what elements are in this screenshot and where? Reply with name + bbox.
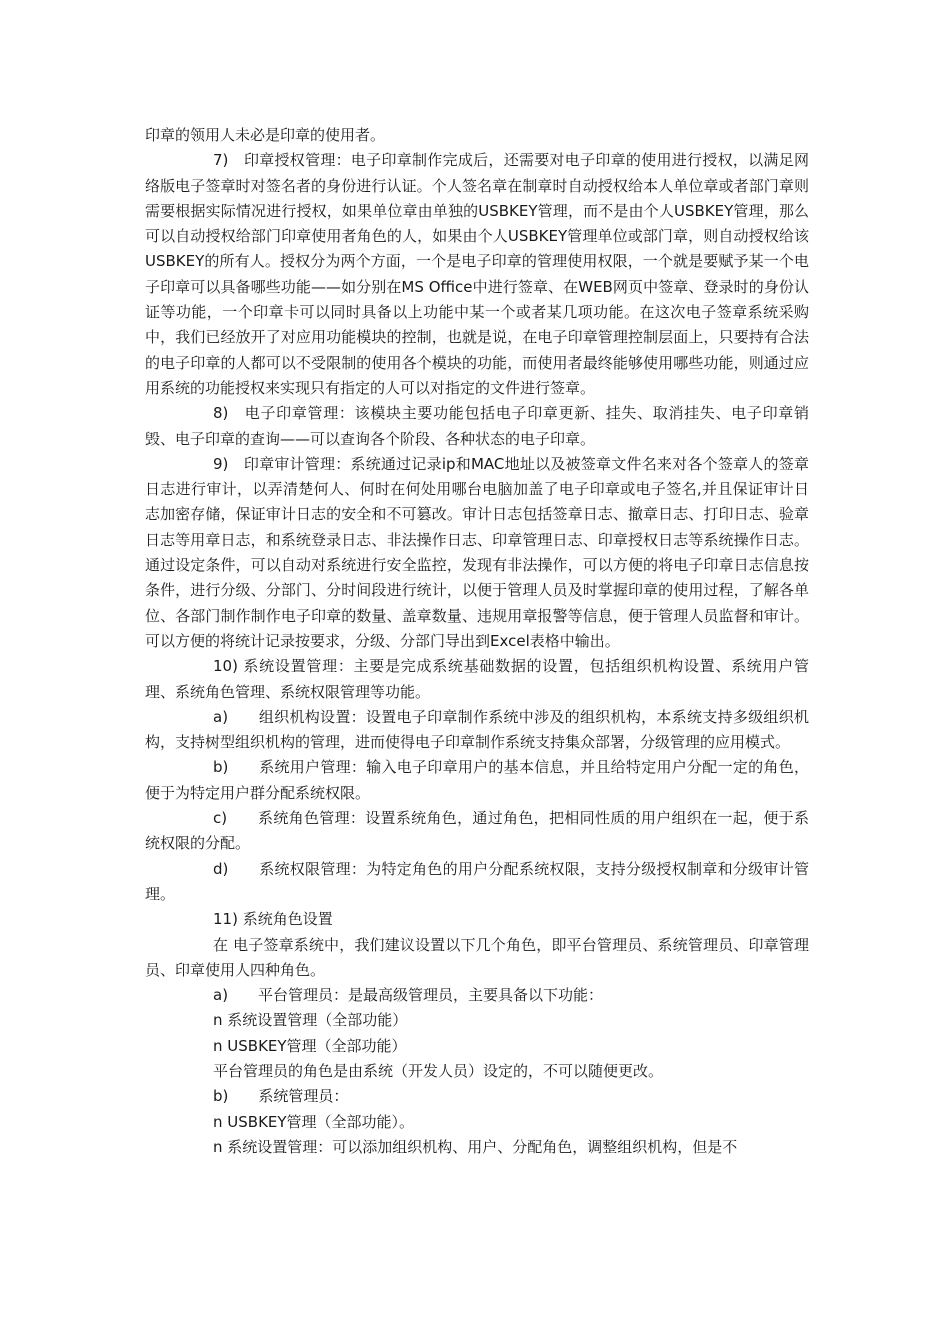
paragraph-section-10d: d) 系统权限管理：为特定角色的用户分配系统权限，支持分级授权制章和分级审计管理。: [145, 859, 809, 903]
paragraph-section-11-heading: 11) 系统角色设置: [213, 910, 333, 929]
paragraph-section-11-intro: 在 电子签章系统中，我们建议设置以下几个角色，即平台管理员、系统管理员、印章管理员、印章使用人四种角色。: [145, 935, 809, 979]
paragraph-section-10c: c) 系统角色管理：设置系统角色，通过角色，把相同性质的用户组织在一起，便于系统权限的分配。: [145, 809, 809, 853]
paragraph-section-10b: b) 系统用户管理：输入电子印章用户的基本信息，并且给特定用户分配一定的角色，便于为特定用户群分配系统权限。: [145, 758, 809, 802]
list-item-11b-1: n USBKEY管理（全部功能）。: [213, 1112, 415, 1131]
paragraph-section-8: 8) 电子印章管理：该模块主要功能包括电子印章更新、挂失、取消挂失、电子印章销毁、电子印章的查询——可以查询各个阶段、各种状态的电子印章。: [145, 404, 809, 448]
list-item-11a-1: n 系统设置管理（全部功能）: [213, 1011, 408, 1030]
paragraph-section-9: 9) 印章审计管理：系统通过记录ip和MAC地址以及被签章文件名来对各个签章人的签章日志进行审计，以弄清楚何人、何时在何处用哪台电脑加盖了电子印章或电子签名,并且保证审计日志加密存储，保证审计日志的安全和不可篡改。审计日志包括签章日志、撤章日志、打印日志、验章日志等用章日志，和系统登录日志、非法操作日志、印章管理日志、印章授权日志等系统操作日志。通过设定条件，可以自动对系统进行安全监控，发现有非法操作，可以方便的将电子印章日志信息按条件，进行分级、分部门、分时间段进行统计，以便于管理人员及时掌握印章的使用过程，了解各单位、各部门制作制作电子印章的数量、盖章数量、违规用章报警等信息，便于管理人员监督和审计。可以方便的将统计记录按要求，分级、分部门导出到Excel表格中输出。: [145, 454, 809, 650]
paragraph-section-10a: a) 组织机构设置：设置电子印章制作系统中涉及的组织机构，本系统支持多级组织机构，支持树型组织机构的管理，进而使得电子印章制作系统支持集众部署，分级管理的应用模式。: [145, 707, 809, 752]
paragraph-lead: 印章的领用人未必是印章的使用者。: [145, 126, 386, 144]
paragraph-section-11a: a) 平台管理员：是最高级管理员，主要具备以下功能：: [213, 986, 604, 1005]
paragraph-section-10: 10) 系统设置管理：主要是完成系统基础数据的设置，包括组织机构设置、系统用户管理、系统角色管理、系统权限管理等功能。: [145, 657, 809, 701]
document-body: [145, 123, 809, 1160]
list-item-11b-2: n 系统设置管理：可以添加组织机构、用户、分配角色，调整组织机构，但是不: [213, 1137, 738, 1156]
paragraph-section-11a-note: 平台管理员的角色是由系统（开发人员）设定的，不可以随便更改。: [213, 1061, 664, 1080]
list-item-11a-2: n USBKEY管理（全部功能）: [213, 1036, 407, 1055]
paragraph-section-7: 7) 印章授权管理：电子印章制作完成后，还需要对电子印章的使用进行授权，以满足网络版电子签章时对签名者的身份进行认证。个人签名章在制章时自动授权给本人单位章或者部门章则需要根据实际情况进行授权，如果单位章由单独的USBKEY管理，而不是由个人USBKEY管理，那么可以自动授权给部门印章使用者角色的人，如果由个人USBKEY管理单位或部门章，则自动授权给该USBKEY的所有人。授权分为两个方面，一个是电子印章的管理使用权限，一个就是要赋予某一个电子印章可以具备哪些功能——如分别在MS Office中进行签章、在WEB网页中签章、登录时的身份认证等功能，一个印章卡可以同时具备以上功能中某一个或者某几项功能。在这次电子签章系统采购中，我们已经放开了对应用功能模块的控制，也就是说，在电子印章管理控制层面上，只要持有合法的电子印章的人都可以不受限制的使用各个模块的功能，而使用者最终能够使用哪些功能，则通过应用系统的功能授权来实现只有指定的人可以对指定的文件进行签章。: [145, 151, 809, 397]
paragraph-section-11b: b) 系统管理员：: [213, 1087, 349, 1106]
